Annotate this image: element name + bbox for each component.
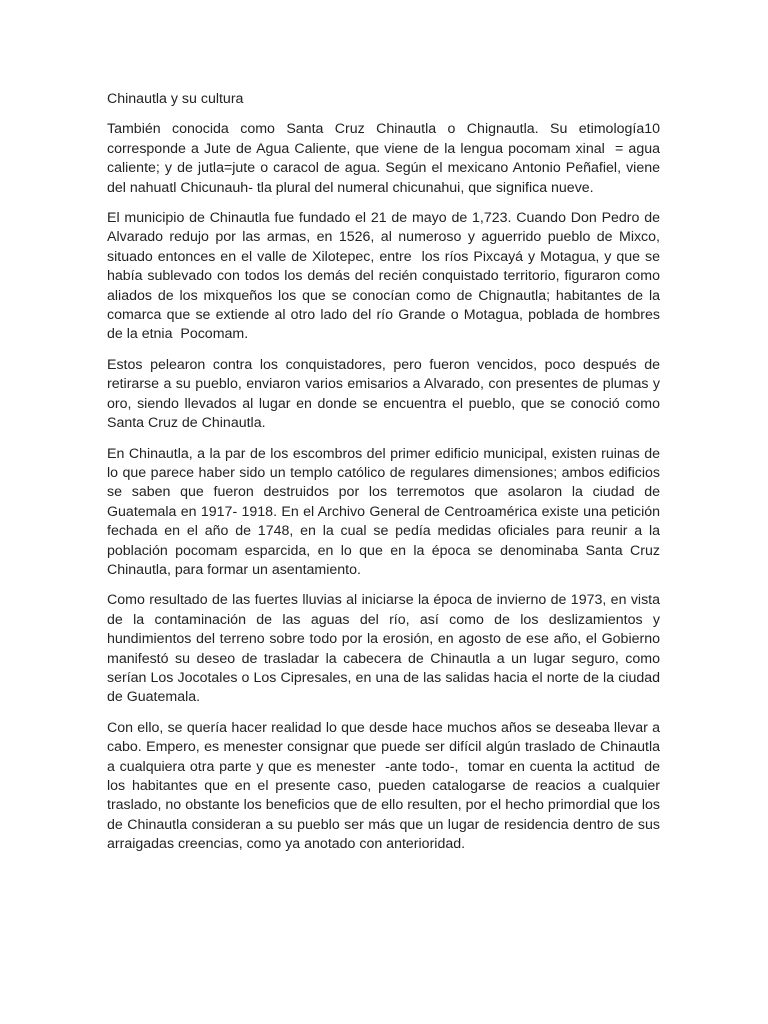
paragraph-conclusion: Con ello, se quería hacer realidad lo que desde hace muchos años se deseaba llevar a cabo. Empero, es menester consignar que puede ser difícil algún traslado de Chinautla a cualquiera otra parte y que es menester -ante todo-, tomar en cuenta la actitud de los habitantes que en el presente caso, pueden catalogarse de reacios a cualquier traslado, no obstante los beneficios que de ello resulten, por el hecho primordial que los de Chinautla consideran a su pueblo ser más que un lugar de residencia dentro de sus arraigadas creencias, como ya anotado con anterioridad. [107,719,664,853]
paragraph-relocation: Como resultado de las fuertes lluvias al iniciarse la época de invierno de 1973, en vista de la contaminación de las aguas del río, así como de los deslizamientos y hundimientos del terreno sobre todo por la erosión, en agosto de ese año, el Gobierno manifestó su deseo de trasladar la cabecera de Chinautla a un lugar seguro, como serían Los Jocotales o Los Cipresales, en una de las salidas hacia el norte de la ciudad de Guatemala. [107,592,664,706]
document-title: Chinautla y su cultura [107,91,244,107]
paragraph-ruins: En Chinautla, a la par de los escombros del primer edificio municipal, existen ruinas de lo que parece haber sido un templo católico de regulares dimensiones; ambos edificios se saben que fueron destruidos por los terremotos que asolaron la ciudad de Guatemala en 1917- 1918. En el Archivo General de Centroamérica existe una petición fechada en el año de 1748, en la cual se pedía medidas oficiales para reunir a la población pocomam esparcida, en lo que en la época se denominaba Santa Cruz Chinautla, para formar un asentamiento. [107,445,664,578]
paragraph-etymology: También conocida como Santa Cruz Chinautla o Chignautla. Su etimología10 corresponde a Jute de Agua Caliente, que viene de la lengua pocomam xinal = agua caliente; y de jutla=jute o caracol de agua. Según el mexicano Antonio Peñafiel, viene del nahuatl Chicunauh- tla plural del numeral chicunahui, que significa nueve. [107,121,664,196]
paragraph-founding: El municipio de Chinautla fue fundado el 21 de mayo de 1,723. Cuando Don Pedro de Alvarado redujo por las armas, en 1526, al numeroso y aguerrido pueblo de Mixco, situado entonces en el valle de Xilotepec, entre los ríos Pixcayá y Motagua, y que se había sublevado con todos los demás del recién conquistado territorio, figuraron como aliados de los mixqueños los que se conocían como de Chignautla; habitantes de la comarca que se extiende al otro lado del río Grande o Motagua, poblada de hombres de la etnia Pocomam. [107,210,664,343]
paragraph-conquest: Estos pelearon contra los conquistadores, pero fueron vencidos, poco después de retirarse a su pueblo, enviaron varios emisarios a Alvarado, con presentes de plumas y oro, siendo llevados al lugar en donde se encuentra el pueblo, que se conoció como Santa Cruz de Chinautla. [107,356,664,432]
document-body [107,90,664,866]
